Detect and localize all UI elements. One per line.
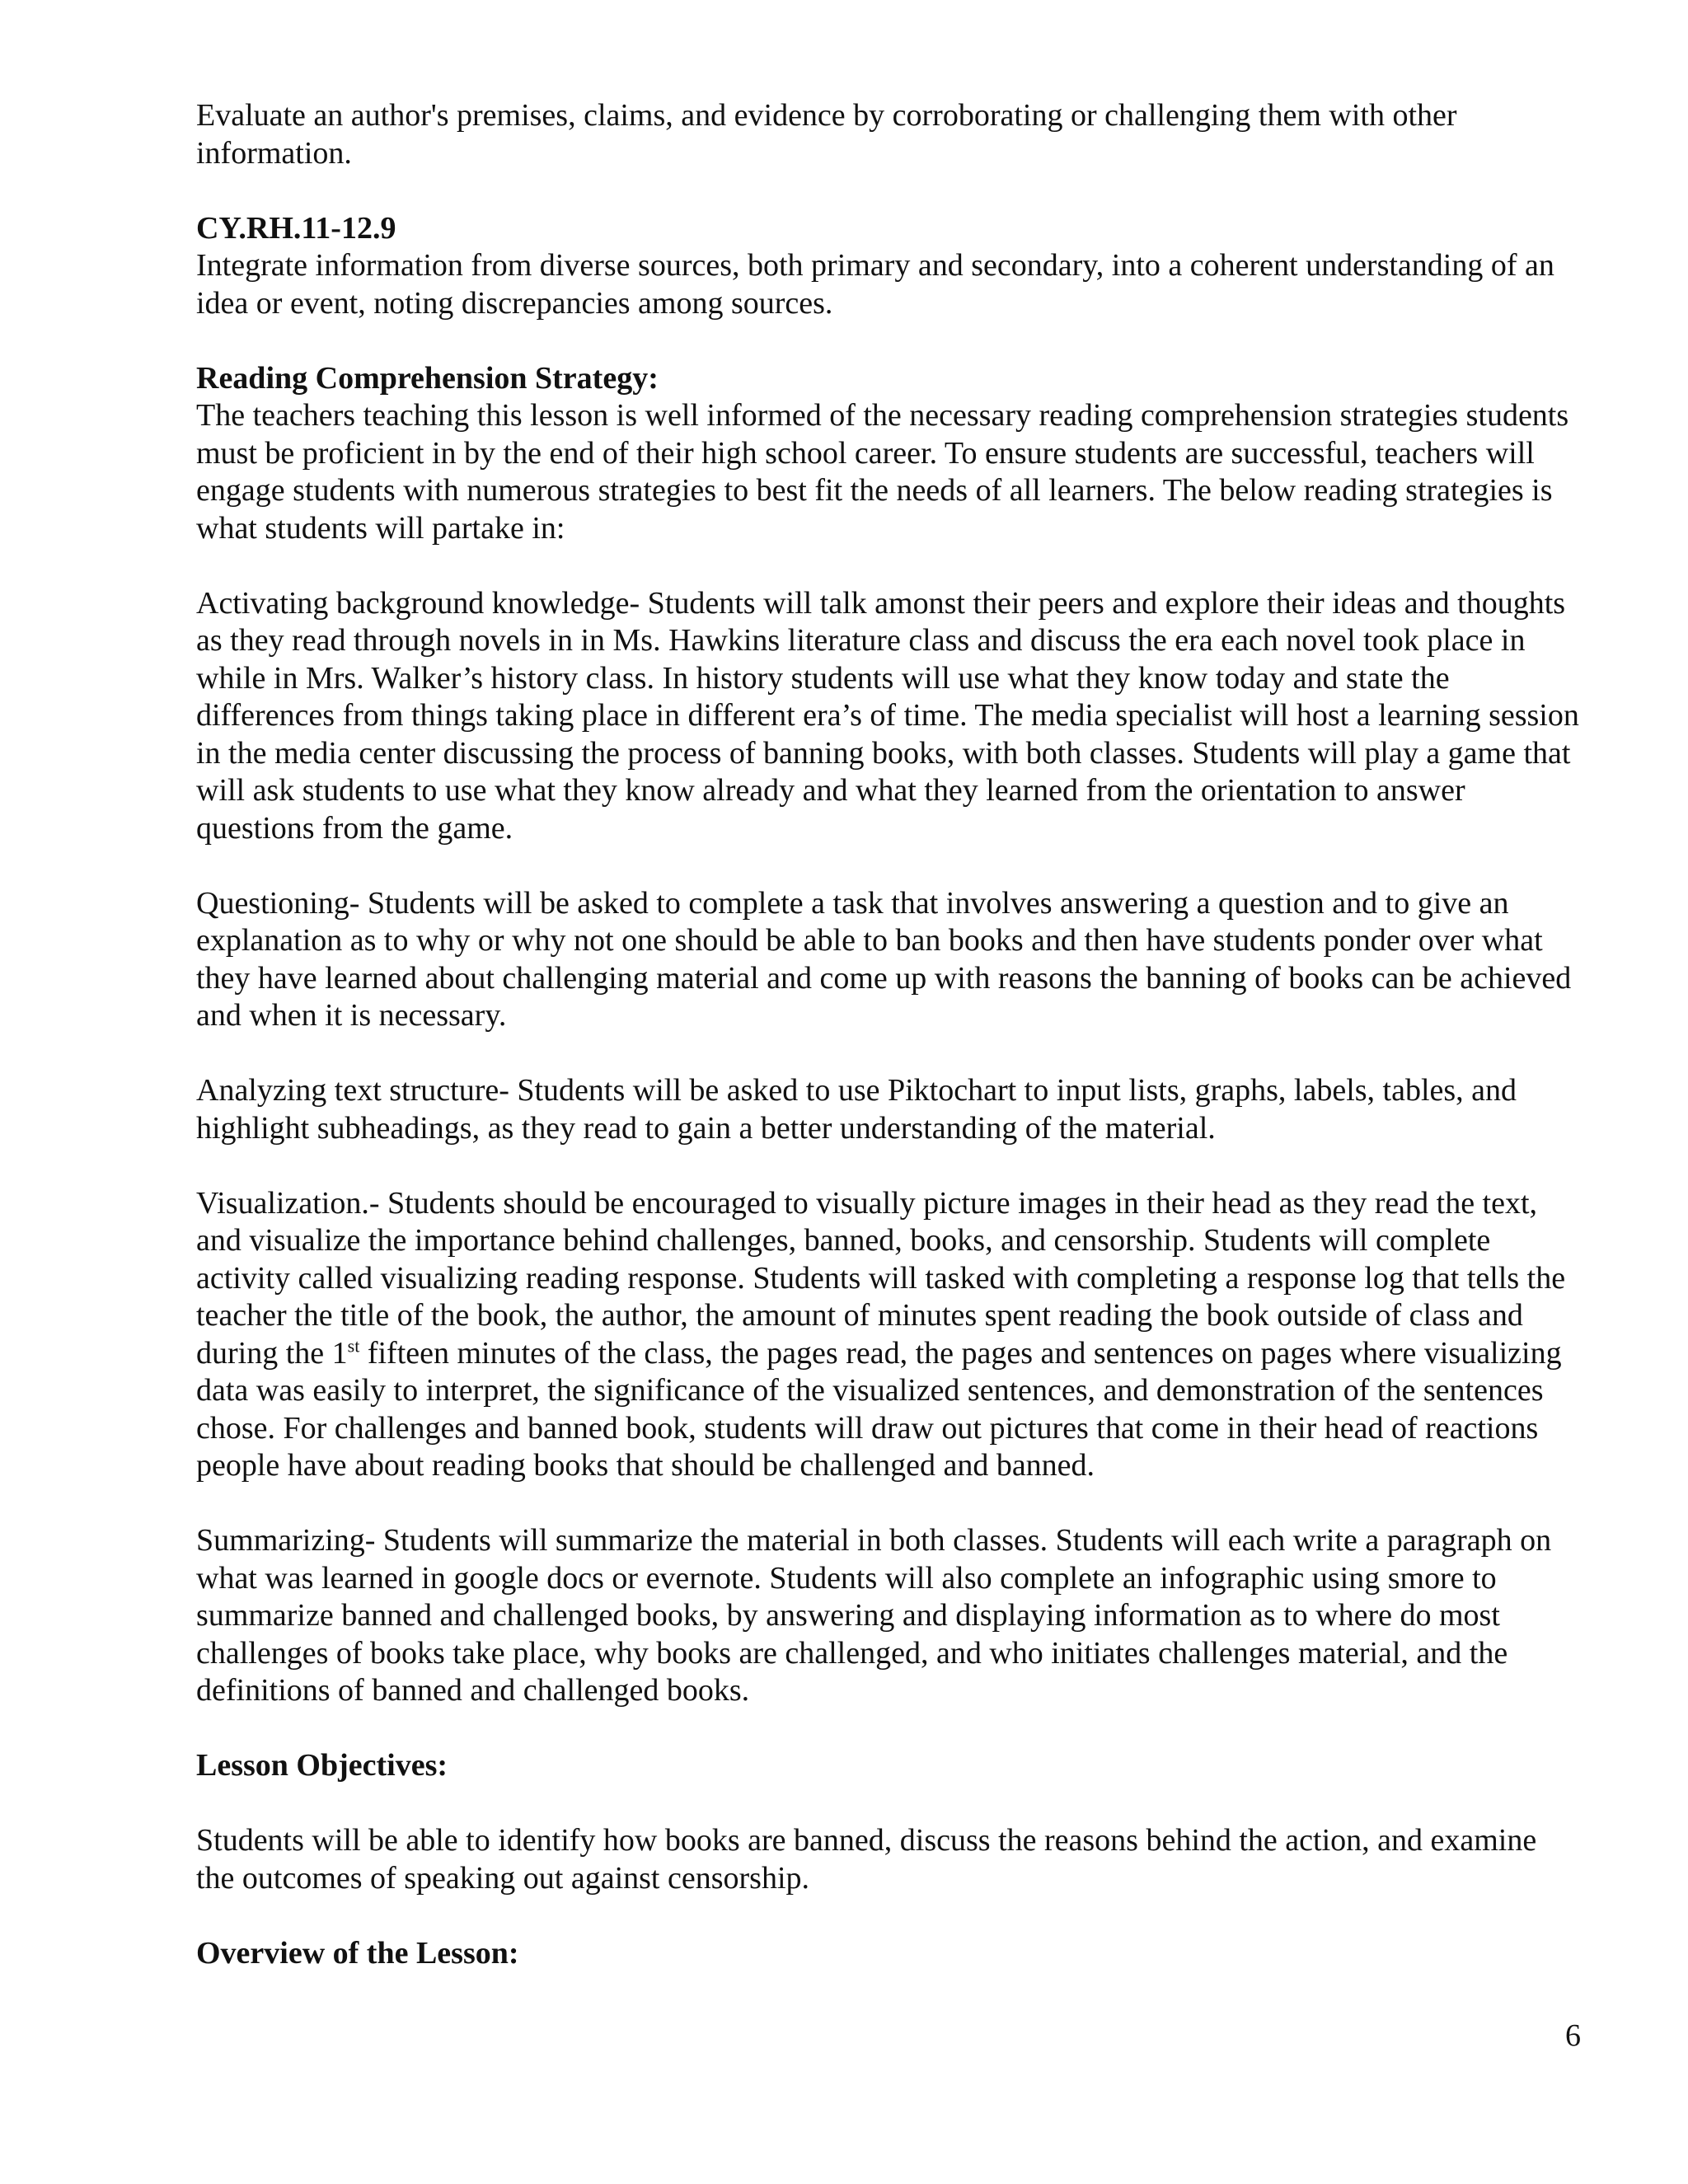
spacer (196, 1897, 1581, 1935)
page-number: 6 (1565, 2018, 1581, 2053)
spacer (196, 547, 1581, 585)
spacer (196, 322, 1581, 360)
spacer (196, 847, 1581, 885)
standard-heading: CY.RH.11-12.9 (196, 210, 396, 246)
visualization-text-after: fifteen minutes of the class, the pages read, the pages and sentences on pages where visualizing data was easily to interpret, the significance of the visualized sentences, and demonstration of the sentences chose. For challenges and banned book, students will draw out pictures that come in their head of reactions people have about reading books that should be challenged and banned. (196, 1335, 1562, 1483)
overview-heading: Overview of the Lesson: (196, 1935, 519, 1971)
reading-strategy-text: The teachers teaching this lesson is well informed of the necessary reading comprehension strategies students must be proficient in by the end of their high school career. To ensure students are successful, teachers will engage students with numerous strategies to best fit the needs of all learners. The below reading strategies is what students will partake in: (196, 398, 1569, 546)
spacer (196, 1147, 1581, 1185)
activating-paragraph: Activating background knowledge- Students will talk amonst their peers and explore their ideas and thoughts as they read through novels in in Ms. Hawkins literature class and discuss the era each novel took place in while in Mrs. Walker’s history class. In history students will use what they know today and state the differences from things taking place in different era’s of time. The media specialist will host a learning session in the media center discussing the process of banning books, with both classes. Students will play a game that will ask students to use what they know already and what they learned from the orientation to answer questions from the game. (196, 585, 1579, 846)
objectives-heading: Lesson Objectives: (196, 1748, 448, 1783)
ordinal-suffix: st (347, 1334, 360, 1356)
spacer (196, 1710, 1581, 1748)
spacer (196, 1485, 1581, 1523)
spacer (196, 1785, 1581, 1823)
document-page (196, 97, 1581, 1972)
standard-text: Integrate information from diverse sources, both primary and secondary, into a coherent understanding of an idea or event, noting discrepancies among sources. (196, 248, 1554, 321)
intro-paragraph: Evaluate an author's premises, claims, and evidence by corroborating or challenging them with other information. (196, 98, 1457, 171)
visualization-text-before: Visualization.- Students should be encouraged to visually picture images in their head as they read the text, and visualize the importance behind challenges, banned, books, and censorship. Students will complete activity called visualizing reading response. Students will tasked with completing a response log that tells the teacher the title of the book, the author, the amount of minutes spent reading the book outside of class and during the 1 (196, 1185, 1566, 1371)
questioning-paragraph: Questioning- Students will be asked to complete a task that involves answering a question and to give an explanation as to why or why not one should be able to ban books and then have students ponder over what they have learned about challenging material and come up with reasons the banning of books can be achieved and when it is necessary. (196, 885, 1572, 1033)
objectives-text: Students will be able to identify how books are banned, discuss the reasons behind the action, and examine the outcomes of speaking out against censorship. (196, 1823, 1537, 1896)
spacer (196, 172, 1581, 210)
analyzing-paragraph: Analyzing text structure- Students will be asked to use Piktochart to input lists, graphs, labels, tables, and highlight subheadings, as they read to gain a better understanding of the material. (196, 1073, 1517, 1146)
spacer (196, 1035, 1581, 1073)
visualization-paragraph (196, 1185, 1581, 1485)
summarizing-paragraph: Summarizing- Students will summarize the material in both classes. Students will each write a paragraph on what was learned in google docs or evernote. Students will also complete an infographic using smore to summarize banned and challenged books, by answering and displaying information as to where do most challenges of books take place, why books are challenged, and who initiates challenges material, and the definitions of banned and challenged books. (196, 1523, 1552, 1708)
reading-strategy-heading: Reading Comprehension Strategy: (196, 360, 659, 396)
